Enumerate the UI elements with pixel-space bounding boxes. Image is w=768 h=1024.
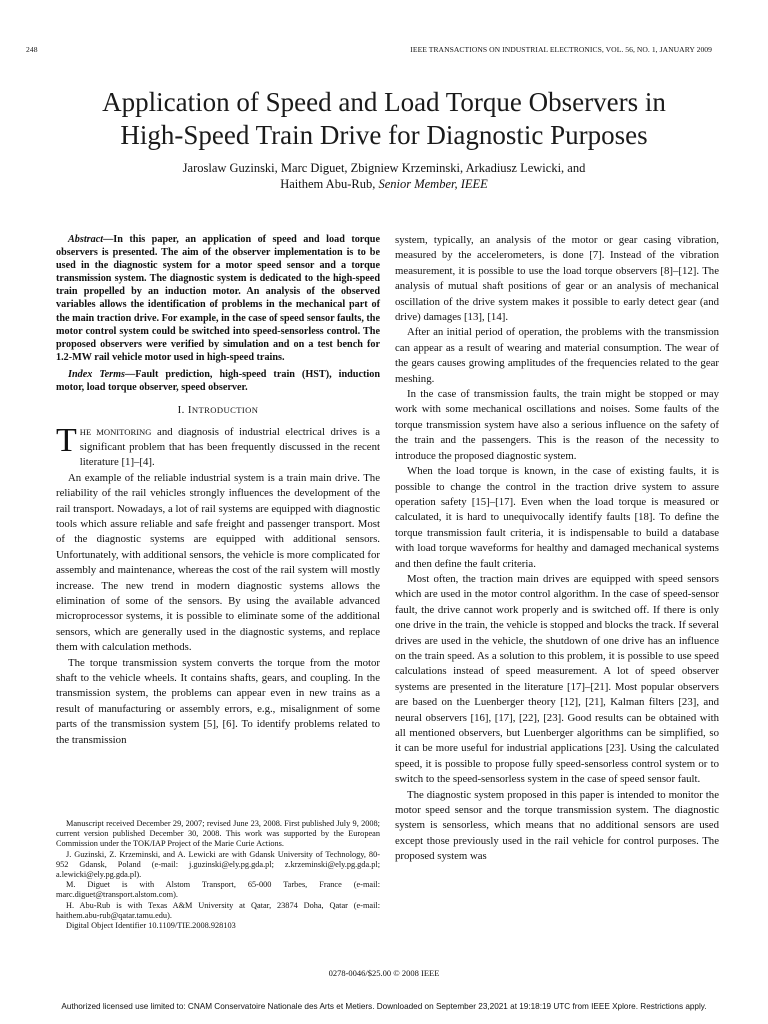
section-heading-introduction (56, 403, 380, 418)
index-terms-label: Index Terms (68, 368, 125, 380)
section-title-rest: NTRODUCTION (191, 405, 259, 416)
abstract-text: —In this paper, an application of speed and load torque observers is presented. The aim of the observer implementation is to be used in the diagnostic system for a motor speed sensor and a torque transmission system. The diagnostic system is dedicated to the high-speed train propelled by an induction motor. An analysis of the observed variables allows the identification of problems in the mechanical part of the main traction drive. For example, in the case of speed sensor faults, the motor control system could be switched into speed-sensorless control. The proposed observers were verified by simulation and on a test bench for 1.2-MW rail vehicle motor used in high-speed trains. (56, 234, 380, 363)
copyright-line: 0278-0046/$25.00 © 2008 IEEE (328, 968, 440, 978)
author-list (20, 161, 748, 192)
page-number: 248 (26, 45, 38, 54)
intro-p1-text: and diagnosis of industrial electrical drives is a significant problem that has been frequently discussed in the recent literature [1]–[4]. (79, 425, 380, 469)
intro-paragraph-2: An example of the reliable industrial system is a train main drive. The reliability of the rail vehicles strongly influences the development of the rail transport. Nowadays, a lot of rail systems are equipped with diagnostic tools which assure reliable and safe freight and passenger transport. Most of the diagnostic systems are equipped with additional sensors. Unfortunately, with additional sensors, the vehicle is more complicated for assembly and maintenance, whereas the cost of the rail system will mostly increase. The new trend in modern diagnostic systems allows the elimination of some of the sensors. By using the available advanced microprocessor systems, it is possible to eliminate some of the additional sensors, which are generally used in the diagnostic systems, and replace them with calculation methods. (56, 471, 380, 654)
intro-paragraph-1 (56, 421, 380, 471)
authors-line-1: Jaroslaw Guzinski, Marc Diguet, Zbigniew Krzeminski, Arkadiusz Lewicki, and (182, 161, 586, 175)
left-column (56, 233, 380, 748)
right-column (395, 233, 719, 865)
journal-header: IEEE TRANSACTIONS ON INDUSTRIAL ELECTRONICS, VOL. 56, NO. 1, JANUARY 2009 (410, 45, 712, 54)
title-line-2: High-Speed Train Drive for Diagnostic Purposes (120, 120, 648, 150)
footnote-doi: Digital Object Identifier 10.1109/TIE.2008.928103 (66, 921, 236, 931)
abstract (56, 233, 380, 364)
right-paragraph-3: In the case of transmission faults, the train might be stopped or may work with some mechanical oscillations and noises. Some faults of the torque transmission system have also a serious influence on the safety of the train and the passengers. This is the reason of the necessity to introduce the proposed diagnostic system. (395, 388, 719, 462)
footnote-alstom: M. Diguet is with Alstom Transport, 65-000 Tarbes, France (e-mail: marc.diguet@transport.alstom.com). (56, 880, 380, 900)
section-number: I. (177, 404, 185, 417)
right-paragraph-4: When the load torque is known, in the case of existing faults, it is possible to change the control in the traction drive system to assure operation safety [15]–[17]. Even when the load torque is measured or calculated, it is hard to unequivocally identify faults [18]. To define the torque transmission fault criteria, it is indispensable to build a database with load torque waveforms for healthy and damaged mechanical systems and then define the fault criteria. (395, 465, 719, 570)
section-title-initial: I (187, 404, 192, 417)
abstract-label: Abstract (68, 234, 104, 245)
footnote-qatar: H. Abu-Rub is with Texas A&M University at Qatar, 23874 Doha, Qatar (e-mail: haithem.abu-rub@qatar.tamu.edu). (56, 900, 380, 920)
intro-paragraph-3: The torque transmission system converts the torque from the motor shaft to the vehicle wheels. It contains shafts, gears, and coupling. In the transmission system, the problems can appear even in new trains as a result of manufacturing or assembly errors, e.g., misalignment of some parts of the transmission system [5], [6]. To identify problems related to the transmission (56, 656, 380, 746)
index-terms-text: —Fault prediction, high-speed train (HST), induction motor, load torque observer, speed observer. (56, 368, 380, 394)
index-terms (56, 368, 380, 394)
right-paragraph-1: system, typically, an analysis of the motor or gear casing vibration, measured by the accelerometers, is done [7]. Instead of the vibration measurement, it is possible to use the load torque observers [8]–[12]. The analysis of mutual shaft positions of gear or an analysis of mechanical oscillation of the drive system makes it possible to early detect gear (and drive) damages [13], [14]. (395, 234, 719, 324)
title-line-1: Application of Speed and Load Torque Observers in (102, 87, 666, 117)
author-membership: Senior Member, IEEE (378, 176, 488, 191)
license-notice: Authorized licensed use limited to: CNAM Conservatoire Nationale des Arts et Metiers. Downloaded on September 23,2021 at 19:18:19 UTC from IEEE Xplore. Restrictions apply. (61, 1002, 707, 1011)
right-paragraph-2: After an initial period of operation, the problems with the transmission can appear as a result of wearing and material consumption. The wear of the gears causes growing amplitudes of the frequencies related to the gear meshing. (395, 326, 719, 385)
footnotes (56, 819, 380, 931)
right-paragraph-6: The diagnostic system proposed in this paper is intended to monitor the motor speed sensor and the torque transmission system. The diagnostic system is sensorless, which means that no additional sensors are used except those previously used in the rail vehicle for control purposes. The proposed system was (395, 788, 719, 863)
right-paragraph-5: Most often, the traction main drives are equipped with speed sensors which are used in the motor control algorithm. In the case of speed-sensor fault, the drive cannot work properly and is switched off. If there is only one drive in the train, the vehicle is stopped and blocks the track. If several drives are used in the vehicle, the shutdown of one drive has an influence on the train speed. As a solution to this problem, it is possible to use speed calculations instead of speed measurement. A lot of speed observer systems are presented in the literature [17]–[21]. Most popular observers are based on the Luenberger theory [12], [21], Kalman filters [23], and neural observers [16], [17], [22], [23]. Good results can be obtained with all mentioned observers, but Luenberger algorithms can be simplified, so it can be more useful for industrial applications [23]. Using the calculated speed, it is possible to propose fully speed-sensorless control system or to switch to the speed-sensorless system in the case of speed sensor fault. (395, 572, 719, 786)
drop-cap: T (56, 421, 77, 459)
footnote-manuscript: Manuscript received December 29, 2007; revised June 23, 2008. First published July 9, 2008; current version published December 30, 2008. This work was supported by the European Commission under the TOK/IAP Project of the Marie Curie Actions. (56, 819, 380, 849)
footnote-gdansk: J. Guzinski, Z. Krzeminski, and A. Lewicki are with Gdansk University of Technology, 80-952 Gdansk, Poland (e-mail: j.guzinski@ely.pg.gda.pl; z.krzeminski@ely.pg.gda.pl; a.lewicki@ely.pg.gda.pl). (56, 849, 380, 880)
paper-title (20, 86, 748, 152)
intro-lead: HE MONITORING (79, 426, 152, 437)
authors-line-2 (20, 177, 748, 193)
author-name: Haithem Abu-Rub, (280, 176, 376, 191)
